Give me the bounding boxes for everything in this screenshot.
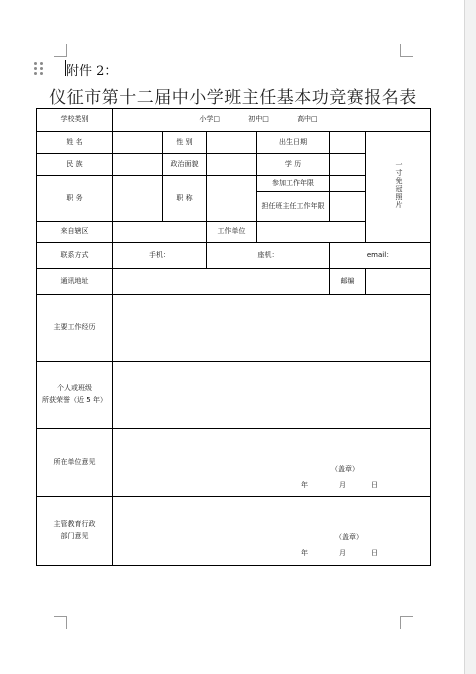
title-field[interactable] xyxy=(207,176,257,222)
postcode-label: 邮编 xyxy=(330,269,366,295)
birth-label: 出生日期 xyxy=(257,132,330,154)
mobile-label: 手机： xyxy=(149,250,170,259)
edu-opinion-label-line1: 主管教育行政 xyxy=(53,520,96,529)
table-row xyxy=(37,269,431,295)
drag-handle-icon[interactable] xyxy=(34,62,44,76)
teacher-years-label: 担任班主任工作年限 xyxy=(257,192,330,222)
unit-seal-text: （盖章） xyxy=(331,465,359,473)
table-row xyxy=(37,132,431,154)
edu-seal-text: （盖章） xyxy=(335,533,363,541)
education-field[interactable] xyxy=(330,154,366,176)
email-field[interactable] xyxy=(330,243,431,269)
unit-opinion-field[interactable] xyxy=(113,429,431,497)
edu-date-year: 年 xyxy=(301,549,308,557)
gender-label: 性 别 xyxy=(163,132,207,154)
position-field[interactable] xyxy=(113,176,163,222)
address-field[interactable] xyxy=(113,269,330,295)
experience-label: 主要工作经历 xyxy=(37,295,113,362)
unit-date-day: 日 xyxy=(371,481,378,489)
option-senior[interactable]: 高中□ xyxy=(297,115,318,124)
region-field[interactable] xyxy=(113,222,207,243)
work-years-field[interactable] xyxy=(330,176,366,192)
edu-opinion-label xyxy=(37,497,113,566)
attachment-label: 附件 2： xyxy=(66,64,118,79)
option-junior[interactable]: 初中□ xyxy=(248,115,269,124)
employer-label: 工作单位 xyxy=(207,222,257,243)
photo-label: 一寸免冠照片 xyxy=(394,160,403,209)
title-label: 职 称 xyxy=(163,176,207,222)
option-primary[interactable]: 小学□ xyxy=(199,115,220,124)
table-row xyxy=(37,222,431,243)
crop-mark-top-left xyxy=(54,44,67,57)
unit-opinion-label: 所在单位意见 xyxy=(37,429,113,497)
form-title: 仪征市第十二届中小学班主任基本功竞赛报名表 xyxy=(49,88,417,108)
work-years-label: 参加工作年限 xyxy=(257,176,330,192)
table-row xyxy=(37,109,431,132)
table-row xyxy=(37,243,431,269)
political-label: 政治面貌 xyxy=(163,154,207,176)
landline-label: 座机： xyxy=(257,250,279,259)
contact-label: 联系方式 xyxy=(37,243,113,269)
postcode-field[interactable] xyxy=(366,269,431,295)
crop-mark-top-right xyxy=(400,44,413,57)
name-label: 姓 名 xyxy=(37,132,113,154)
honors-label xyxy=(37,362,113,429)
school-type-options xyxy=(113,109,431,132)
education-label: 学 历 xyxy=(257,154,330,176)
political-field[interactable] xyxy=(207,154,257,176)
ethnicity-label: 民 族 xyxy=(37,154,113,176)
registration-table xyxy=(36,108,431,566)
table-row xyxy=(37,429,431,497)
edu-opinion-label-line2: 部门意见 xyxy=(60,532,89,540)
teacher-years-field[interactable] xyxy=(330,192,366,222)
birth-field[interactable] xyxy=(330,132,366,154)
crop-mark-bottom-right xyxy=(400,616,413,629)
table-row xyxy=(37,497,431,566)
school-type-label: 学校类别 xyxy=(37,109,113,132)
employer-field[interactable] xyxy=(257,222,431,243)
edu-date-day: 日 xyxy=(371,549,378,557)
gender-field[interactable] xyxy=(207,132,257,154)
honors-label-line1: 个人或班级 xyxy=(57,384,92,393)
region-label: 来自辖区 xyxy=(37,222,113,243)
position-label: 职 务 xyxy=(37,176,113,222)
unit-date-year: 年 xyxy=(301,481,308,489)
honors-label-line2: 所获荣誉（近 5 年） xyxy=(42,396,107,404)
ethnicity-field[interactable] xyxy=(113,154,163,176)
edu-opinion-field[interactable] xyxy=(113,497,431,566)
table-row xyxy=(37,295,431,362)
name-field[interactable] xyxy=(113,132,163,154)
experience-field[interactable] xyxy=(113,295,431,362)
mobile-field[interactable] xyxy=(113,243,207,269)
landline-field[interactable] xyxy=(207,243,330,269)
honors-field[interactable] xyxy=(113,362,431,429)
edu-date-month: 月 xyxy=(339,549,346,557)
table-row xyxy=(37,362,431,429)
unit-date-month: 月 xyxy=(339,481,346,489)
address-label: 通讯地址 xyxy=(37,269,113,295)
crop-mark-bottom-left xyxy=(54,616,67,629)
email-label: email： xyxy=(366,250,394,259)
